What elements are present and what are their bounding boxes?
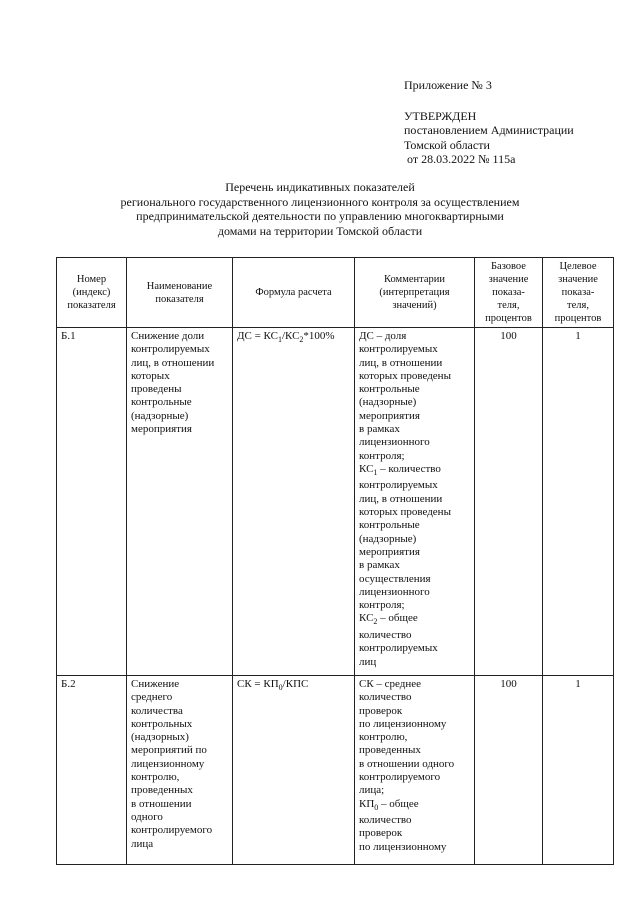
text-line: мероприятий по (131, 744, 207, 757)
cell-comment (355, 328, 475, 676)
text-line: показателя (155, 293, 204, 305)
text-line: в рамках (359, 423, 400, 436)
indicators-table (56, 257, 614, 865)
cell-comment (355, 676, 475, 865)
text-line: лица; (359, 784, 385, 797)
cell-index: Б.1 (57, 328, 127, 676)
text-line: количества (131, 704, 183, 717)
text-line: в отношении одного (359, 757, 455, 770)
cell-target-value: 1 (543, 328, 614, 676)
text-line: $КС_2$ – общее (359, 612, 418, 627)
cell-name (127, 328, 233, 676)
text-line: СК – среднее (359, 678, 422, 690)
text-line: контролируемых (359, 642, 438, 655)
text-line: контрольные (359, 383, 420, 396)
document-title (40, 180, 600, 238)
text-line: количество (359, 628, 412, 641)
text-line: Базовое (491, 261, 526, 272)
header-base-value (475, 258, 543, 328)
text-line: процентов (554, 313, 602, 324)
text-line: мероприятия (359, 545, 420, 558)
text-line: мероприятия (131, 423, 192, 436)
table-row (57, 328, 614, 676)
text-line: по лицензионному (359, 840, 447, 853)
text-line: показа- (492, 287, 525, 298)
text-line: контролируемых (359, 479, 438, 492)
title-line: регионального государственного лицензионного контроля за осуществлением (120, 194, 520, 209)
text-line: контролю, (131, 771, 180, 784)
cell-formula: СК = $КП_0$/КПС (233, 676, 355, 865)
title-line: домами на территории Томской области (217, 223, 423, 238)
text-line: (индекс) (72, 287, 111, 298)
text-line: значение (558, 274, 598, 285)
text-line: мероприятия (359, 409, 420, 422)
text-line: контрольные (131, 396, 192, 409)
text-line: проведенных (359, 744, 421, 757)
text-line: осуществления (359, 572, 431, 585)
approval-block (404, 78, 614, 167)
cell-base-value: 100 (475, 328, 543, 676)
text-line: количество (359, 691, 412, 704)
text-line: лицензионного (359, 436, 430, 449)
text-line: которых проведены (359, 369, 451, 382)
text-line: Снижение доли (131, 330, 205, 342)
appendix-label: Приложение № 3 (404, 78, 492, 92)
text-line: (надзорные) (359, 396, 417, 409)
text-line: Комментарии (384, 274, 445, 285)
text-line: лиц, в отношении (131, 356, 215, 369)
text-line: показа- (561, 287, 595, 298)
cell-base-value: 100 (475, 676, 543, 865)
header-name (127, 258, 233, 328)
header-target-value (543, 258, 614, 328)
text-line: лиц (359, 655, 377, 668)
title-line: предпринимательской деятельности по управлению многоквартирными (136, 209, 504, 223)
cell-target-value: 1 (543, 676, 614, 865)
text-line: проверок (359, 704, 403, 717)
text-line: контролируемого (359, 771, 441, 784)
text-line: лицензионного (359, 585, 430, 598)
text-line: количество (359, 814, 412, 827)
text-line: (надзорные) (131, 409, 189, 422)
text-line: лица (131, 837, 154, 850)
text-line: лиц, в отношении (359, 356, 443, 369)
text-line: значение (488, 274, 529, 285)
text-line: контрольные (359, 519, 420, 532)
text-line: $КП_0$ – общее (359, 797, 419, 812)
text-line: контроля; (359, 599, 405, 612)
text-line: ДС – доля (359, 330, 407, 342)
text-line: проверок (359, 827, 403, 840)
text-line: по лицензионному (359, 717, 447, 730)
approval-line: Томской области (404, 137, 490, 152)
text-line: показателя (67, 300, 116, 311)
text-line: проведены (131, 383, 182, 396)
text-line: которых проведены (359, 506, 451, 519)
text-line: значений) (392, 300, 437, 311)
text-line: (надзорных) (131, 731, 189, 744)
approval-heading: УТВЕРЖДЕН (404, 108, 477, 123)
approval-line: от 28.03.2022 № 115а (404, 152, 516, 166)
text-line: которых (131, 369, 170, 382)
title-line: Перечень индикативных показателей (225, 180, 415, 194)
text-line: теля, (567, 300, 589, 311)
text-line: в рамках (359, 559, 400, 572)
header-index (57, 258, 127, 328)
text-line: контролю, (359, 731, 408, 744)
text-line: теля, (497, 300, 520, 311)
table-row (57, 676, 614, 865)
text-line: контрольных (131, 717, 193, 730)
table-header-row (57, 258, 614, 328)
text-line: (надзорные) (359, 532, 417, 545)
text-line: Снижение (131, 678, 180, 690)
header-comments (355, 258, 475, 328)
text-line: Целевое (559, 261, 597, 272)
text-line: одного (131, 810, 163, 823)
cell-name (127, 676, 233, 865)
text-line: в отношении (131, 797, 192, 810)
text-line: Номер (76, 274, 107, 285)
text-line: процентов (485, 313, 532, 324)
text-line: контроля; (359, 449, 405, 462)
text-line: контролируемого (131, 824, 213, 837)
text-line: лицензионному (131, 757, 205, 770)
text-line: контролируемых (131, 343, 210, 356)
cell-index: Б.2 (57, 676, 127, 865)
header-formula (233, 258, 355, 328)
approval-line: постановлением Администрации (404, 123, 574, 137)
text-line: лиц, в отношении (359, 492, 443, 505)
text-line: Наименование (146, 280, 213, 292)
text-line: (интерпретация (379, 287, 450, 298)
text-line: проведенных (131, 784, 193, 797)
text-line: среднего (131, 691, 173, 704)
text-line: Формула расчета (255, 287, 332, 298)
text-line: контролируемых (359, 343, 438, 356)
cell-formula: ДС = $КС_1/КС_2*100\%$ (233, 328, 355, 676)
text-line: $КС_1$ – количество (359, 462, 441, 478)
